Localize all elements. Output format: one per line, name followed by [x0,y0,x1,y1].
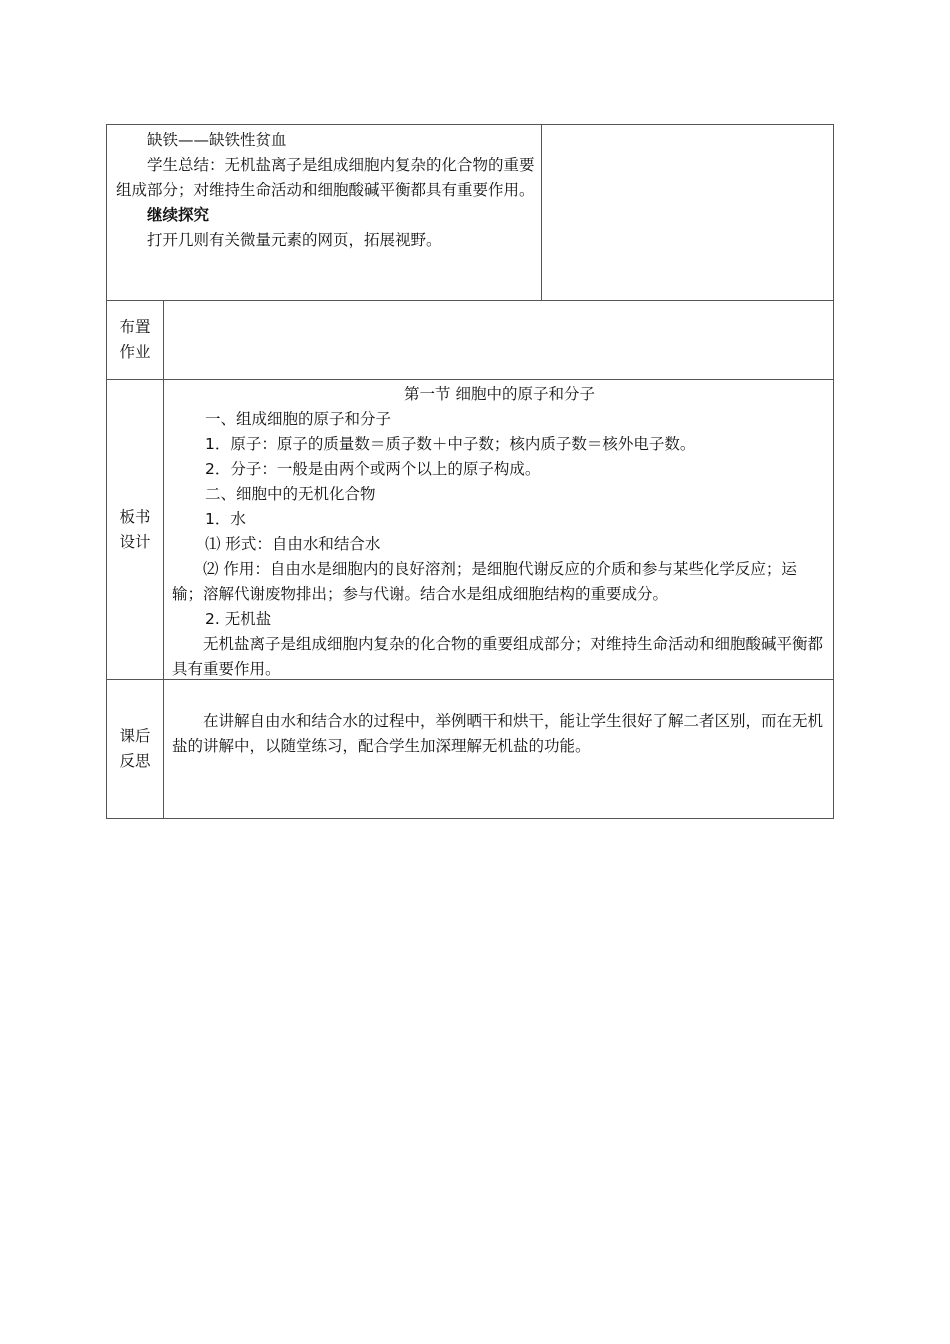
homework-label: 布置作业 [119,318,151,361]
board-line-molecule: 2．分子：一般是由两个或两个以上的原子构成。 [205,460,541,478]
board-design-content-cell [164,380,833,679]
homework-row [106,300,834,379]
board-design-title: 第一节 细胞中的原子和分子 [404,385,595,403]
reflection-label: 课后反思 [119,727,151,770]
board-design-row [106,379,834,679]
lesson-plan-table [106,124,834,819]
board-line-atom: 1．原子：原子的质量数＝质子数＋中子数；核内质子数＝核外电子数。 [205,435,696,453]
board-design-label-cell [107,380,164,679]
homework-label-cell [107,301,164,379]
board-heading-atoms-molecules: 一、组成细胞的原子和分子 [205,410,392,428]
board-line-inorganic-salts: 2. 无机盐 [205,610,272,628]
board-paragraph-water-functions: ⑵ 作用：自由水是细胞内的良好溶剂；是细胞代谢反应的介质和参与某些化学反应；运输；溶解代谢废物排出；参与代谢。结合水是组成细胞结构的重要成分。 [172,560,797,603]
reflection-label-cell [107,680,164,818]
reflection-row [106,679,834,819]
board-design-label: 板书设计 [119,507,151,551]
web-exploration-line: 打开几则有关微量元素的网页，拓展视野。 [147,231,442,249]
student-summary-paragraph: 学生总结：无机盐离子是组成细胞内复杂的化合物的重要组成部分；对维持生命活动和细胞酸碱平衡都具有重要作用。 [116,156,535,199]
iron-deficiency-line: 缺铁——缺铁性贫血 [147,131,287,149]
continued-content-row [106,124,834,300]
reflection-paragraph: 在讲解自由水和结合水的过程中，举例晒干和烘干，能让学生很好了解二者区别，而在无机盐的讲解中，以随堂练习，配合学生加深理解无机盐的功能。 [172,712,824,755]
notes-cell [542,125,833,300]
homework-content-cell [164,301,833,379]
board-paragraph-salt-ions: 无机盐离子是组成细胞内复杂的化合物的重要组成部分；对维持生命活动和细胞酸碱平衡都具有重要作用。 [172,635,824,678]
reflection-content-cell [164,680,833,818]
board-line-water-forms: ⑴ 形式：自由水和结合水 [205,535,381,553]
further-exploration-heading: 继续探究 [147,206,210,224]
continued-content-cell [107,125,542,300]
board-heading-inorganic: 二、细胞中的无机化合物 [205,485,376,503]
board-line-water: 1．水 [205,510,246,528]
